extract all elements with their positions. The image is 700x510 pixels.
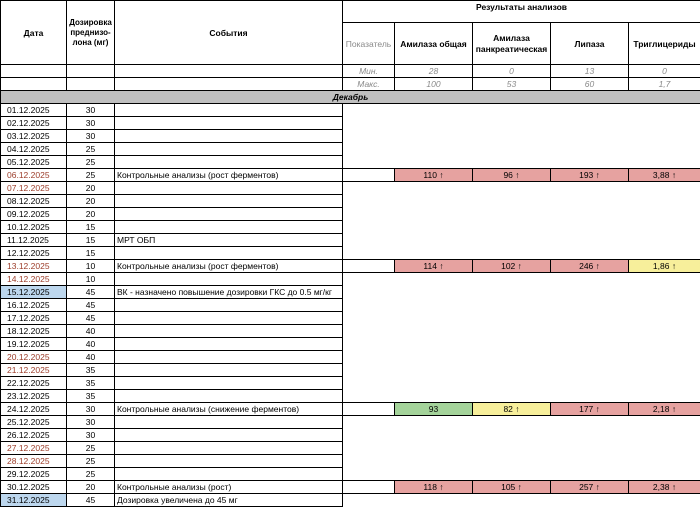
- empty-cell[interactable]: [343, 377, 395, 390]
- event-cell[interactable]: МРТ ОБП: [115, 234, 343, 247]
- empty-cell[interactable]: [629, 312, 700, 325]
- header-amylase-panc[interactable]: Амилаза панкреатическая: [473, 23, 551, 65]
- empty-cell[interactable]: [343, 312, 395, 325]
- table-row: [1, 221, 700, 234]
- empty-cell[interactable]: [551, 234, 629, 247]
- dose-cell[interactable]: 25: [67, 156, 115, 169]
- dose-cell[interactable]: 40: [67, 351, 115, 364]
- max-value: 53: [473, 78, 551, 91]
- empty-cell[interactable]: [343, 273, 395, 286]
- event-cell[interactable]: [115, 104, 343, 117]
- empty-cell[interactable]: [395, 442, 473, 455]
- empty-cell[interactable]: [629, 273, 700, 286]
- empty-cell[interactable]: [629, 325, 700, 338]
- empty-cell[interactable]: [629, 455, 700, 468]
- empty-cell[interactable]: [343, 104, 395, 117]
- empty-cell[interactable]: [473, 299, 551, 312]
- empty-cell[interactable]: [551, 221, 629, 234]
- empty-cell[interactable]: [473, 416, 551, 429]
- empty-cell[interactable]: [395, 494, 473, 507]
- empty-cell[interactable]: [473, 156, 551, 169]
- event-cell[interactable]: [115, 221, 343, 234]
- result-cell[interactable]: 114 ↑: [395, 260, 473, 273]
- dose-cell[interactable]: 25: [67, 143, 115, 156]
- dose-cell[interactable]: 35: [67, 377, 115, 390]
- empty-cell[interactable]: [343, 247, 395, 260]
- empty-cell[interactable]: [473, 325, 551, 338]
- header-events[interactable]: События: [115, 1, 343, 65]
- empty-cell[interactable]: [551, 338, 629, 351]
- empty-cell[interactable]: [395, 104, 473, 117]
- empty-cell[interactable]: [629, 182, 700, 195]
- empty-cell[interactable]: [629, 390, 700, 403]
- empty-cell[interactable]: [551, 299, 629, 312]
- event-cell[interactable]: [115, 312, 343, 325]
- empty-cell[interactable]: [473, 273, 551, 286]
- empty-cell[interactable]: [343, 364, 395, 377]
- indicator-cell[interactable]: [343, 260, 395, 273]
- event-cell[interactable]: Контрольные анализы (рост ферментов): [115, 260, 343, 273]
- empty-cell[interactable]: [395, 195, 473, 208]
- empty-cell[interactable]: [473, 377, 551, 390]
- dose-cell[interactable]: 20: [67, 182, 115, 195]
- dose-cell[interactable]: 30: [67, 429, 115, 442]
- empty-cell[interactable]: [629, 234, 700, 247]
- table-row: [1, 403, 700, 416]
- date-cell[interactable]: 29.12.2025: [1, 468, 67, 481]
- event-cell[interactable]: Контрольные анализы (снижение ферментов): [115, 403, 343, 416]
- header-lipase[interactable]: Липаза: [551, 23, 629, 65]
- empty-cell[interactable]: [343, 286, 395, 299]
- table-row: [1, 195, 700, 208]
- empty-cell[interactable]: [395, 429, 473, 442]
- date-cell[interactable]: 22.12.2025: [1, 377, 67, 390]
- table-row: [1, 338, 700, 351]
- empty-cell[interactable]: [343, 221, 395, 234]
- empty-cell[interactable]: [395, 364, 473, 377]
- table-row: [1, 325, 700, 338]
- event-cell[interactable]: [115, 416, 343, 429]
- result-cell[interactable]: 118 ↑: [395, 481, 473, 494]
- event-cell[interactable]: [115, 247, 343, 260]
- min-label: Мин.: [343, 65, 395, 78]
- header-indicator[interactable]: Показатель: [343, 23, 395, 65]
- date-cell[interactable]: 23.12.2025: [1, 390, 67, 403]
- header-results[interactable]: Результаты анализов: [343, 1, 700, 23]
- empty-cell[interactable]: [629, 377, 700, 390]
- event-cell[interactable]: [115, 299, 343, 312]
- empty-cell[interactable]: [473, 182, 551, 195]
- date-cell[interactable]: 01.12.2025: [1, 104, 67, 117]
- table-row: [1, 130, 700, 143]
- event-cell[interactable]: [115, 455, 343, 468]
- date-cell[interactable]: 12.12.2025: [1, 247, 67, 260]
- result-cell[interactable]: 102 ↑: [473, 260, 551, 273]
- month-band[interactable]: Декабрь: [1, 91, 700, 104]
- dose-cell[interactable]: 45: [67, 286, 115, 299]
- empty-cell[interactable]: [473, 494, 551, 507]
- table-row: [1, 182, 700, 195]
- empty-cell[interactable]: [395, 299, 473, 312]
- date-cell[interactable]: 14.12.2025: [1, 273, 67, 286]
- event-cell[interactable]: [115, 182, 343, 195]
- empty-cell[interactable]: [629, 286, 700, 299]
- date-cell[interactable]: 13.12.2025: [1, 260, 67, 273]
- result-cell[interactable]: 257 ↑: [551, 481, 629, 494]
- empty-cell[interactable]: [395, 247, 473, 260]
- empty-cell[interactable]: [473, 104, 551, 117]
- max-label: Макс.: [343, 78, 395, 91]
- empty-cell[interactable]: [551, 273, 629, 286]
- indicator-cell[interactable]: [343, 403, 395, 416]
- empty-cell[interactable]: [343, 468, 395, 481]
- empty-cell[interactable]: [395, 182, 473, 195]
- empty-cell[interactable]: [395, 455, 473, 468]
- empty-cell[interactable]: [551, 195, 629, 208]
- empty-cell[interactable]: [343, 442, 395, 455]
- empty-cell[interactable]: [395, 312, 473, 325]
- empty-cell[interactable]: [629, 468, 700, 481]
- empty-cell[interactable]: [551, 468, 629, 481]
- empty-cell[interactable]: [473, 390, 551, 403]
- empty-cell[interactable]: [551, 429, 629, 442]
- empty-cell[interactable]: [395, 377, 473, 390]
- event-cell[interactable]: [115, 208, 343, 221]
- dose-cell[interactable]: 45: [67, 494, 115, 507]
- empty-cell[interactable]: [629, 143, 700, 156]
- table-row: [1, 442, 700, 455]
- table-row: [1, 390, 700, 403]
- empty-cell[interactable]: [473, 429, 551, 442]
- dose-cell[interactable]: 30: [67, 117, 115, 130]
- min-value: 13: [551, 65, 629, 78]
- empty-cell[interactable]: [395, 208, 473, 221]
- empty-cell[interactable]: [551, 143, 629, 156]
- min-value: 0: [473, 65, 551, 78]
- event-cell[interactable]: ВК - назначено повышение дозировки ГКС до 0.5 мг/кг: [115, 286, 343, 299]
- date-cell[interactable]: 06.12.2025: [1, 169, 67, 182]
- empty-cell[interactable]: [473, 312, 551, 325]
- empty-cell[interactable]: [343, 143, 395, 156]
- empty-cell[interactable]: [551, 247, 629, 260]
- empty-cell[interactable]: [551, 416, 629, 429]
- empty-cell[interactable]: [551, 208, 629, 221]
- empty-cell[interactable]: [473, 351, 551, 364]
- table-row: [1, 104, 700, 117]
- dose-cell[interactable]: 30: [67, 130, 115, 143]
- dose-cell[interactable]: 25: [67, 468, 115, 481]
- table-row: [1, 247, 700, 260]
- date-cell[interactable]: 25.12.2025: [1, 416, 67, 429]
- empty-cell[interactable]: [473, 247, 551, 260]
- empty-cell[interactable]: [473, 338, 551, 351]
- table-row: [1, 234, 700, 247]
- empty-cell[interactable]: [395, 117, 473, 130]
- date-cell[interactable]: 04.12.2025: [1, 143, 67, 156]
- date-cell[interactable]: 21.12.2025: [1, 364, 67, 377]
- dose-cell[interactable]: 20: [67, 208, 115, 221]
- date-cell[interactable]: 20.12.2025: [1, 351, 67, 364]
- table-row: [1, 117, 700, 130]
- empty-cell[interactable]: [343, 325, 395, 338]
- table-row: [1, 377, 700, 390]
- event-cell[interactable]: [115, 117, 343, 130]
- table-row: [1, 156, 700, 169]
- empty-cell[interactable]: [343, 351, 395, 364]
- table-row: [1, 364, 700, 377]
- empty-cell[interactable]: [551, 455, 629, 468]
- min-value: 28: [395, 65, 473, 78]
- empty-cell[interactable]: [629, 156, 700, 169]
- empty-cell[interactable]: [473, 468, 551, 481]
- dose-cell[interactable]: 25: [67, 442, 115, 455]
- empty-cell[interactable]: [343, 455, 395, 468]
- empty-cell[interactable]: [551, 286, 629, 299]
- empty-cell[interactable]: [343, 234, 395, 247]
- empty-cell[interactable]: [551, 156, 629, 169]
- result-cell[interactable]: 82 ↑: [473, 403, 551, 416]
- empty-cell[interactable]: [343, 338, 395, 351]
- event-cell[interactable]: [115, 390, 343, 403]
- header-triglycerides[interactable]: Триглицериды: [629, 23, 700, 65]
- date-cell[interactable]: 26.12.2025: [1, 429, 67, 442]
- dose-cell[interactable]: 40: [67, 325, 115, 338]
- empty-cell[interactable]: [629, 221, 700, 234]
- table-row: [1, 169, 700, 182]
- table-row: [1, 481, 700, 494]
- date-cell[interactable]: 16.12.2025: [1, 299, 67, 312]
- empty-cell[interactable]: [343, 494, 395, 507]
- empty-cell[interactable]: [473, 130, 551, 143]
- result-cell[interactable]: 2,38 ↑: [629, 481, 700, 494]
- dose-cell[interactable]: 15: [67, 234, 115, 247]
- empty-cell[interactable]: [395, 325, 473, 338]
- dose-cell[interactable]: 10: [67, 260, 115, 273]
- empty-cell[interactable]: [395, 273, 473, 286]
- dose-cell[interactable]: 20: [67, 481, 115, 494]
- result-cell[interactable]: 3,88 ↑: [629, 169, 700, 182]
- dose-cell[interactable]: 40: [67, 338, 115, 351]
- empty-cell[interactable]: [395, 156, 473, 169]
- empty-cell[interactable]: [343, 195, 395, 208]
- result-cell[interactable]: 110 ↑: [395, 169, 473, 182]
- empty-cell[interactable]: [395, 390, 473, 403]
- empty-cell[interactable]: [551, 325, 629, 338]
- date-cell[interactable]: 09.12.2025: [1, 208, 67, 221]
- event-cell[interactable]: [115, 364, 343, 377]
- date-cell[interactable]: 31.12.2025: [1, 494, 67, 507]
- empty-cell[interactable]: [629, 494, 700, 507]
- empty-cell[interactable]: [395, 351, 473, 364]
- empty-cell[interactable]: [473, 143, 551, 156]
- date-cell[interactable]: 10.12.2025: [1, 221, 67, 234]
- empty-cell[interactable]: [395, 416, 473, 429]
- min-value: 0: [629, 65, 700, 78]
- empty-cell[interactable]: [551, 442, 629, 455]
- event-cell[interactable]: [115, 143, 343, 156]
- result-cell[interactable]: 193 ↑: [551, 169, 629, 182]
- empty-cell[interactable]: [395, 130, 473, 143]
- date-cell[interactable]: 24.12.2025: [1, 403, 67, 416]
- event-cell[interactable]: [115, 468, 343, 481]
- dose-cell[interactable]: 35: [67, 364, 115, 377]
- empty-cell[interactable]: [395, 234, 473, 247]
- event-cell[interactable]: Контрольные анализы (рост ферментов): [115, 169, 343, 182]
- empty-cell[interactable]: [629, 416, 700, 429]
- date-cell[interactable]: 07.12.2025: [1, 182, 67, 195]
- table-row: [1, 286, 700, 299]
- indicator-cell[interactable]: [343, 481, 395, 494]
- empty-cell[interactable]: [473, 234, 551, 247]
- max-value: 1,7: [629, 78, 700, 91]
- empty-cell[interactable]: [551, 312, 629, 325]
- empty-cell[interactable]: [343, 156, 395, 169]
- empty-cell[interactable]: [343, 390, 395, 403]
- empty-cell[interactable]: [551, 104, 629, 117]
- date-cell[interactable]: 03.12.2025: [1, 130, 67, 143]
- date-cell[interactable]: 17.12.2025: [1, 312, 67, 325]
- table-row: [1, 299, 700, 312]
- empty-cell[interactable]: [629, 338, 700, 351]
- result-cell[interactable]: 2,18 ↑: [629, 403, 700, 416]
- event-cell[interactable]: Контрольные анализы (рост): [115, 481, 343, 494]
- empty-cell[interactable]: [629, 364, 700, 377]
- empty-cell[interactable]: [551, 377, 629, 390]
- event-cell[interactable]: [115, 338, 343, 351]
- date-cell[interactable]: 02.12.2025: [1, 117, 67, 130]
- empty-cell[interactable]: [629, 442, 700, 455]
- empty-cell[interactable]: [473, 286, 551, 299]
- dose-cell[interactable]: 25: [67, 455, 115, 468]
- empty-cell[interactable]: [473, 364, 551, 377]
- dose-cell[interactable]: 15: [67, 247, 115, 260]
- empty-cell[interactable]: [395, 338, 473, 351]
- empty-cell[interactable]: [551, 494, 629, 507]
- empty-cell[interactable]: [629, 299, 700, 312]
- event-cell[interactable]: Дозировка увеличена до 45 мг: [115, 494, 343, 507]
- date-cell[interactable]: 08.12.2025: [1, 195, 67, 208]
- empty-cell[interactable]: [473, 117, 551, 130]
- dose-cell[interactable]: 30: [67, 416, 115, 429]
- dose-cell[interactable]: 45: [67, 312, 115, 325]
- empty-cell[interactable]: [343, 130, 395, 143]
- dose-cell[interactable]: 15: [67, 221, 115, 234]
- table-row: [1, 455, 700, 468]
- date-cell[interactable]: 27.12.2025: [1, 442, 67, 455]
- indicator-cell[interactable]: [343, 169, 395, 182]
- result-cell[interactable]: 1,86 ↑: [629, 260, 700, 273]
- event-cell[interactable]: [115, 442, 343, 455]
- table-row: [1, 273, 700, 286]
- event-cell[interactable]: [115, 130, 343, 143]
- date-cell[interactable]: 11.12.2025: [1, 234, 67, 247]
- empty-cell[interactable]: [473, 195, 551, 208]
- empty-cell[interactable]: [343, 299, 395, 312]
- date-cell[interactable]: 30.12.2025: [1, 481, 67, 494]
- result-cell[interactable]: 246 ↑: [551, 260, 629, 273]
- empty-cell[interactable]: [629, 130, 700, 143]
- event-cell[interactable]: [115, 377, 343, 390]
- empty-cell[interactable]: [551, 117, 629, 130]
- dose-cell[interactable]: 30: [67, 104, 115, 117]
- dose-cell[interactable]: 25: [67, 169, 115, 182]
- date-cell[interactable]: 15.12.2025: [1, 286, 67, 299]
- empty-cell[interactable]: [551, 182, 629, 195]
- table-row: [1, 143, 700, 156]
- table-row: [1, 468, 700, 481]
- empty-cell[interactable]: [629, 208, 700, 221]
- empty-cell[interactable]: [395, 286, 473, 299]
- table-row: [1, 208, 700, 221]
- empty-cell[interactable]: [629, 429, 700, 442]
- empty-cell[interactable]: [551, 364, 629, 377]
- empty-cell[interactable]: [473, 455, 551, 468]
- empty-cell[interactable]: [629, 351, 700, 364]
- max-value: 60: [551, 78, 629, 91]
- dose-cell[interactable]: 30: [67, 403, 115, 416]
- empty-cell[interactable]: [551, 390, 629, 403]
- empty-cell[interactable]: [551, 351, 629, 364]
- empty-cell[interactable]: [473, 208, 551, 221]
- empty-cell[interactable]: [629, 195, 700, 208]
- dose-cell[interactable]: 45: [67, 299, 115, 312]
- date-cell[interactable]: 19.12.2025: [1, 338, 67, 351]
- result-cell[interactable]: 93: [395, 403, 473, 416]
- result-cell[interactable]: 105 ↑: [473, 481, 551, 494]
- empty-cell[interactable]: [551, 130, 629, 143]
- dose-cell[interactable]: 10: [67, 273, 115, 286]
- empty-cell[interactable]: [343, 117, 395, 130]
- event-cell[interactable]: [115, 156, 343, 169]
- date-cell[interactable]: 18.12.2025: [1, 325, 67, 338]
- table-row: [1, 351, 700, 364]
- empty-cell[interactable]: [343, 429, 395, 442]
- empty-cell[interactable]: [629, 247, 700, 260]
- dose-cell[interactable]: 35: [67, 390, 115, 403]
- date-cell[interactable]: 05.12.2025: [1, 156, 67, 169]
- empty-cell[interactable]: [395, 143, 473, 156]
- event-cell[interactable]: [115, 429, 343, 442]
- event-cell[interactable]: [115, 273, 343, 286]
- empty-cell[interactable]: [629, 117, 700, 130]
- max-value: 100: [395, 78, 473, 91]
- empty-cell[interactable]: [395, 468, 473, 481]
- event-cell[interactable]: [115, 195, 343, 208]
- table-row: [1, 416, 700, 429]
- table-row: [1, 494, 700, 507]
- empty-cell[interactable]: [395, 221, 473, 234]
- date-cell[interactable]: 28.12.2025: [1, 455, 67, 468]
- result-cell[interactable]: 96 ↑: [473, 169, 551, 182]
- header-dose[interactable]: Дозировка преднизо-лона (мг): [67, 1, 115, 65]
- empty-cell[interactable]: [343, 182, 395, 195]
- empty-cell[interactable]: [343, 208, 395, 221]
- empty-cell[interactable]: [473, 442, 551, 455]
- empty-cell[interactable]: [629, 104, 700, 117]
- empty-cell[interactable]: [343, 416, 395, 429]
- header-amylase-total[interactable]: Амилаза общая: [395, 23, 473, 65]
- table-row: [1, 429, 700, 442]
- event-cell[interactable]: [115, 351, 343, 364]
- event-cell[interactable]: [115, 325, 343, 338]
- dose-cell[interactable]: 20: [67, 195, 115, 208]
- result-cell[interactable]: 177 ↑: [551, 403, 629, 416]
- empty-cell[interactable]: [473, 221, 551, 234]
- table-row: [1, 260, 700, 273]
- header-date[interactable]: Дата: [1, 1, 67, 65]
- table-row: [1, 312, 700, 325]
